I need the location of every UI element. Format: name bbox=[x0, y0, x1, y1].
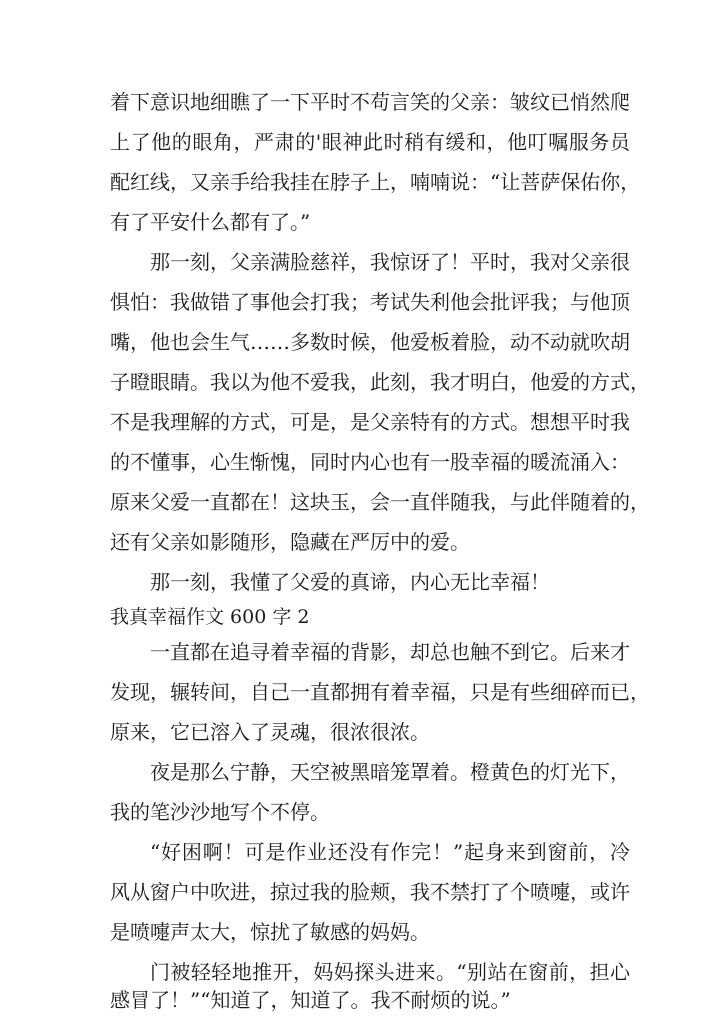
section-paragraph-4-line-1: 门被轻轻地推开，妈妈探头进来。“别站在窗前，担心 bbox=[150, 960, 630, 984]
paragraph-2-line-2: 惧怕：我做错了事他会打我；考试失利他会批评我；与他顶 bbox=[110, 290, 630, 314]
section-paragraph-3-line-2: 风从窗户中吹进，掠过我的脸颊，我不禁打了个喷嚏，或许 bbox=[110, 880, 630, 904]
paragraph-1-line-2: 上了他的眼角，严肃的'眼神此时稍有缓和，他叮嘱服务员 bbox=[110, 130, 630, 154]
paragraph-2-line-7: 原来父爱一直都在！这块玉，会一直伴随我，与此伴随着的， bbox=[110, 490, 650, 514]
section-paragraph-1-line-1: 一直都在追寻着幸福的背影，却总也触不到它。后来才 bbox=[150, 640, 630, 664]
paragraph-1-line-4: 有了平安什么都有了。” bbox=[110, 210, 311, 234]
paragraph-2-line-8: 还有父亲如影随形，隐藏在严厉中的爱。 bbox=[110, 530, 470, 554]
section-paragraph-1-line-3: 原来，它已溶入了灵魂，很浓很浓。 bbox=[110, 720, 430, 744]
paragraph-2-line-3: 嘴，他也会生气……多数时候，他爱板着脸，动不动就吹胡 bbox=[110, 330, 630, 354]
paragraph-2-line-1: 那一刻，父亲满脸慈祥，我惊讶了！平时，我对父亲很 bbox=[150, 250, 630, 274]
section-paragraph-1-line-2: 发现，辗转间，自己一直都拥有着幸福，只是有些细碎而已， bbox=[110, 680, 650, 704]
paragraph-3-line-1: 那一刻，我懂了父爱的真谛，内心无比幸福！ bbox=[150, 570, 550, 594]
section-paragraph-3-line-3: 是喷嚏声太大，惊扰了敏感的妈妈。 bbox=[110, 920, 430, 944]
paragraph-2-line-5: 不是我理解的方式，可是，是父亲特有的方式。想想平时我 bbox=[110, 410, 630, 434]
section-paragraph-2-line-2: 我的笔沙沙地写个不停。 bbox=[110, 800, 330, 824]
section-paragraph-4-line-2: 感冒了！”“知道了，知道了。我不耐烦的说。” bbox=[110, 988, 511, 1012]
paragraph-1-line-1: 着下意识地细瞧了一下平时不苟言笑的父亲：皱纹已悄然爬 bbox=[110, 90, 630, 114]
section-heading: 我真幸福作文 600 字 2 bbox=[110, 606, 310, 628]
paragraph-2-line-6: 的不懂事，心生惭愧，同时内心也有一股幸福的暖流涌入： bbox=[110, 450, 630, 474]
paragraph-1-line-3: 配红线，又亲手给我挂在脖子上，喃喃说：“让菩萨保佑你， bbox=[110, 170, 641, 194]
paragraph-2-line-4: 子瞪眼睛。我以为他不爱我，此刻，我才明白，他爱的方式， bbox=[110, 370, 650, 394]
section-paragraph-3-line-1: “好困啊！可是作业还没有作完！”起身来到窗前，冷 bbox=[150, 840, 630, 864]
section-paragraph-2-line-1: 夜是那么宁静，天空被黑暗笼罩着。橙黄色的灯光下， bbox=[150, 760, 630, 784]
